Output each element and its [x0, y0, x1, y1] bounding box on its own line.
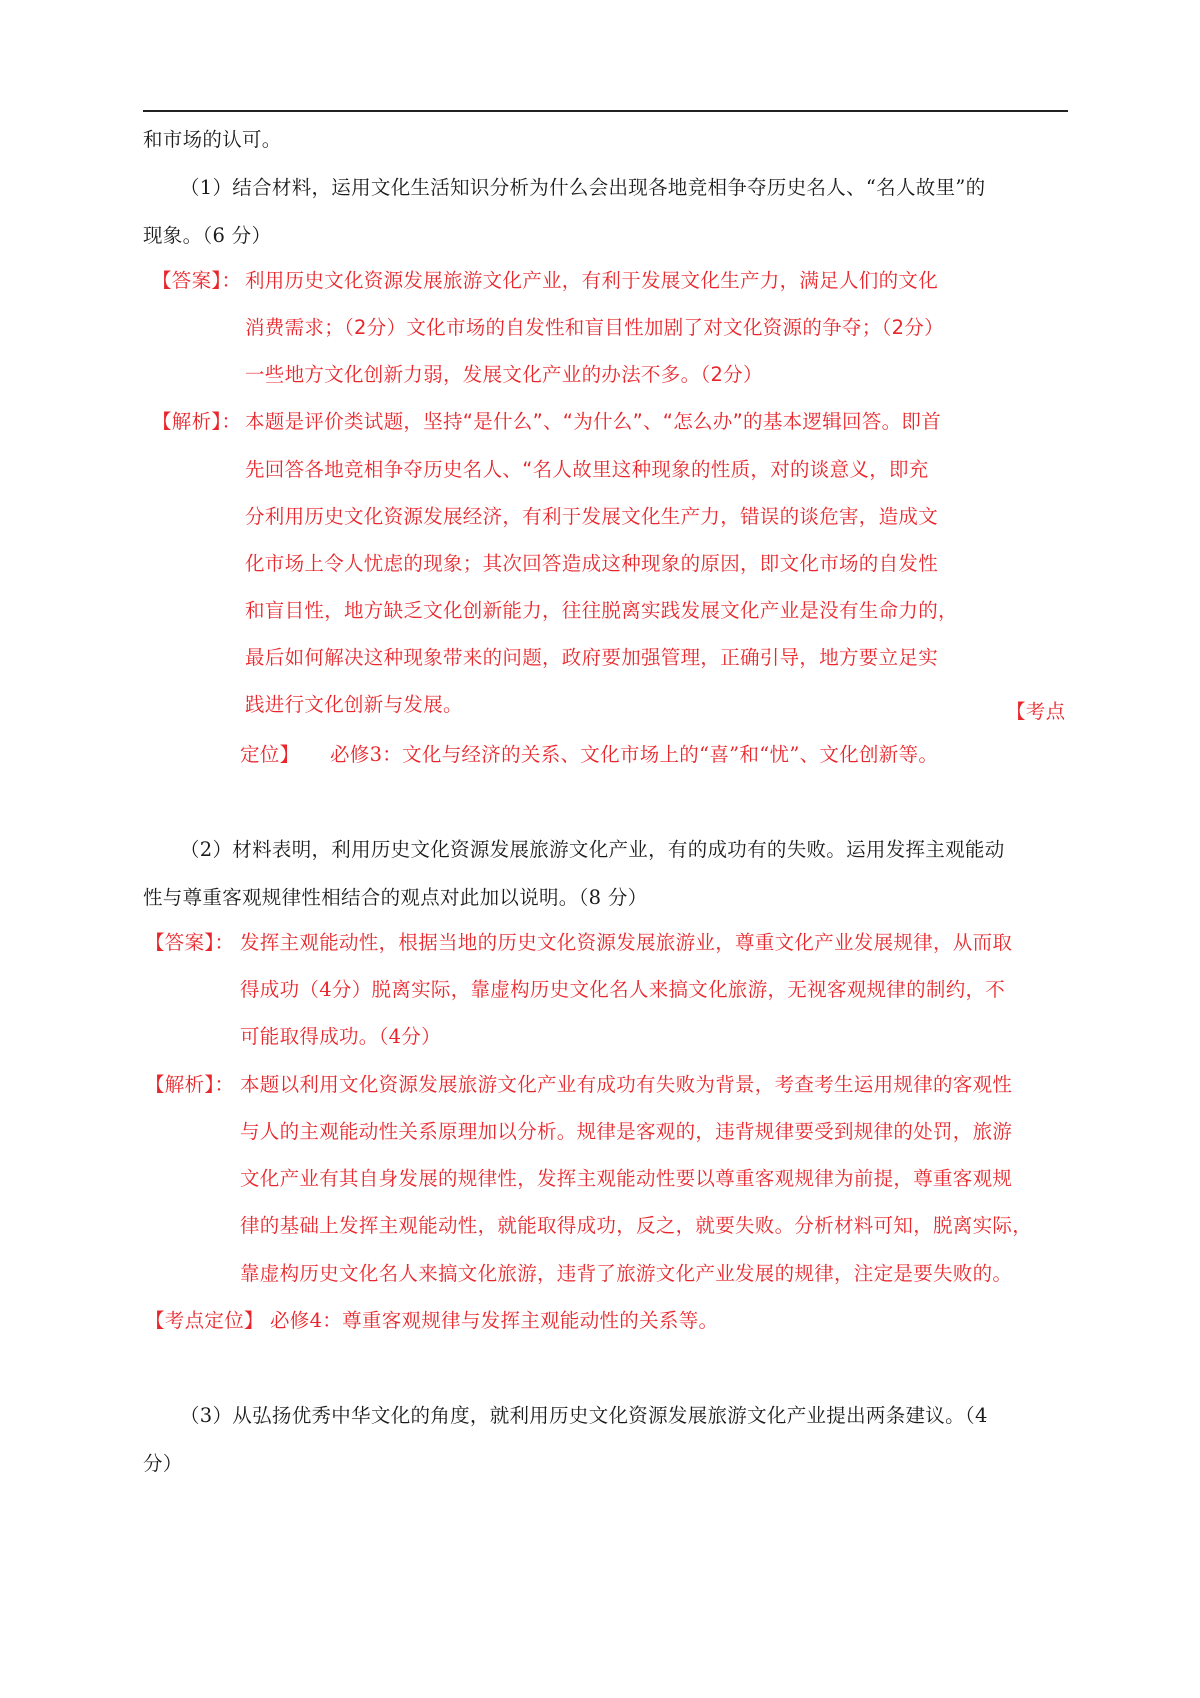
- q2-question-line-1: （2）材料表明，利用历史文化资源发展旅游文化产业，有的成功有的失败。运用发挥主观能动: [180, 838, 1005, 861]
- continuation-text: 和市场的认可。: [143, 128, 282, 151]
- q1-answer-line-3: 一些地方文化创新力弱，发展文化产业的办法不多。（2分）: [245, 363, 763, 386]
- q1-analysis-line-7: 践进行文化创新与发展。: [245, 693, 463, 716]
- q1-analysis-line-3: 分利用历史文化资源发展经济，有利于发展文化生产力，错误的谈危害，造成文: [245, 505, 939, 528]
- q2-analysis-line-2: 与人的主观能动性关系原理加以分析。规律是客观的，违背规律要受到规律的处罚，旅游: [240, 1120, 1013, 1143]
- q1-answer-line-2: 消费需求；（2分）文化市场的自发性和盲目性加剧了对文化资源的争夺；（2分）: [245, 316, 944, 339]
- q1-answer-line-1: 利用历史文化资源发展旅游文化产业，有利于发展文化生产力，满足人们的文化: [245, 269, 939, 292]
- q2-analysis-line-4: 律的基础上发挥主观能动性，就能取得成功，反之，就要失败。分析材料可知，脱离实际，: [240, 1214, 1033, 1237]
- q2-question-line-2: 性与尊重客观规律性相结合的观点对此加以说明。（8 分）: [143, 886, 648, 909]
- q2-analysis-tag: 【解析】：: [145, 1073, 235, 1096]
- q1-analysis-line-5: 和盲目性，地方缺乏文化创新能力，往往脱离实践发展文化产业是没有生命力的，: [245, 599, 958, 622]
- q1-analysis-tag: 【解析】：: [152, 410, 242, 433]
- q1-analysis-line-2: 先回答各地竞相争夺历史名人、“名人故里这种现象的性质，对的谈意义，即充: [245, 458, 929, 481]
- q2-kaodian-tag: 【考点定位】: [145, 1309, 264, 1332]
- q1-kaodian-tag-part-2: 定位】: [240, 743, 300, 766]
- q2-analysis-line-1: 本题以利用文化资源发展旅游文化产业有成功有失败为背景，考查考生运用规律的客观性: [240, 1073, 1013, 1096]
- header-rule: [143, 110, 1068, 112]
- q2-analysis-line-3: 文化产业有其自身发展的规律性，发挥主观能动性要以尊重客观规律为前提，尊重客观规: [240, 1167, 1013, 1190]
- q2-answer-line-2: 得成功（4分）脱离实际，靠虚构历史文化名人来搞文化旅游，无视客观规律的制约，不: [240, 978, 1006, 1001]
- q2-answer-tag: 【答案】：: [145, 931, 235, 954]
- q2-analysis-line-5: 靠虚构历史文化名人来搞文化旅游，违背了旅游文化产业发展的规律，注定是要失败的。: [240, 1262, 1013, 1285]
- q2-answer-line-3: 可能取得成功。（4分）: [240, 1025, 441, 1048]
- q2-answer-line-1: 发挥主观能动性，根据当地的历史文化资源发展旅游业，尊重文化产业发展规律，从而取: [240, 931, 1013, 954]
- q1-kaodian-text: 必修3：文化与经济的关系、文化市场上的“喜”和“忧”、文化创新等。: [330, 743, 939, 766]
- q1-answer-tag: 【答案】：: [152, 269, 242, 292]
- q1-kaodian-tag-part-1: 【考点: [1006, 700, 1066, 723]
- q1-analysis-line-6: 最后如何解决这种现象带来的问题，政府要加强管理，正确引导，地方要立足实: [245, 646, 939, 669]
- q1-question-line-1: （1）结合材料，运用文化生活知识分析为什么会出现各地竞相争夺历史名人、“名人故里”的: [180, 176, 986, 199]
- q2-kaodian-text: 必修4：尊重客观规律与发挥主观能动性的关系等。: [270, 1309, 719, 1332]
- q3-question-line-2: 分）: [143, 1452, 183, 1475]
- q1-question-line-2: 现象。（6 分）: [143, 224, 272, 247]
- q3-question-line-1: （3）从弘扬优秀中华文化的角度，就利用历史文化资源发展旅游文化产业提出两条建议。（4: [180, 1404, 988, 1427]
- q1-analysis-line-1: 本题是评价类试题，坚持“是什么”、“为什么”、“怎么办”的基本逻辑回答。即首: [245, 410, 942, 433]
- q1-analysis-line-4: 化市场上令人忧虑的现象；其次回答造成这种现象的原因，即文化市场的自发性: [245, 552, 939, 575]
